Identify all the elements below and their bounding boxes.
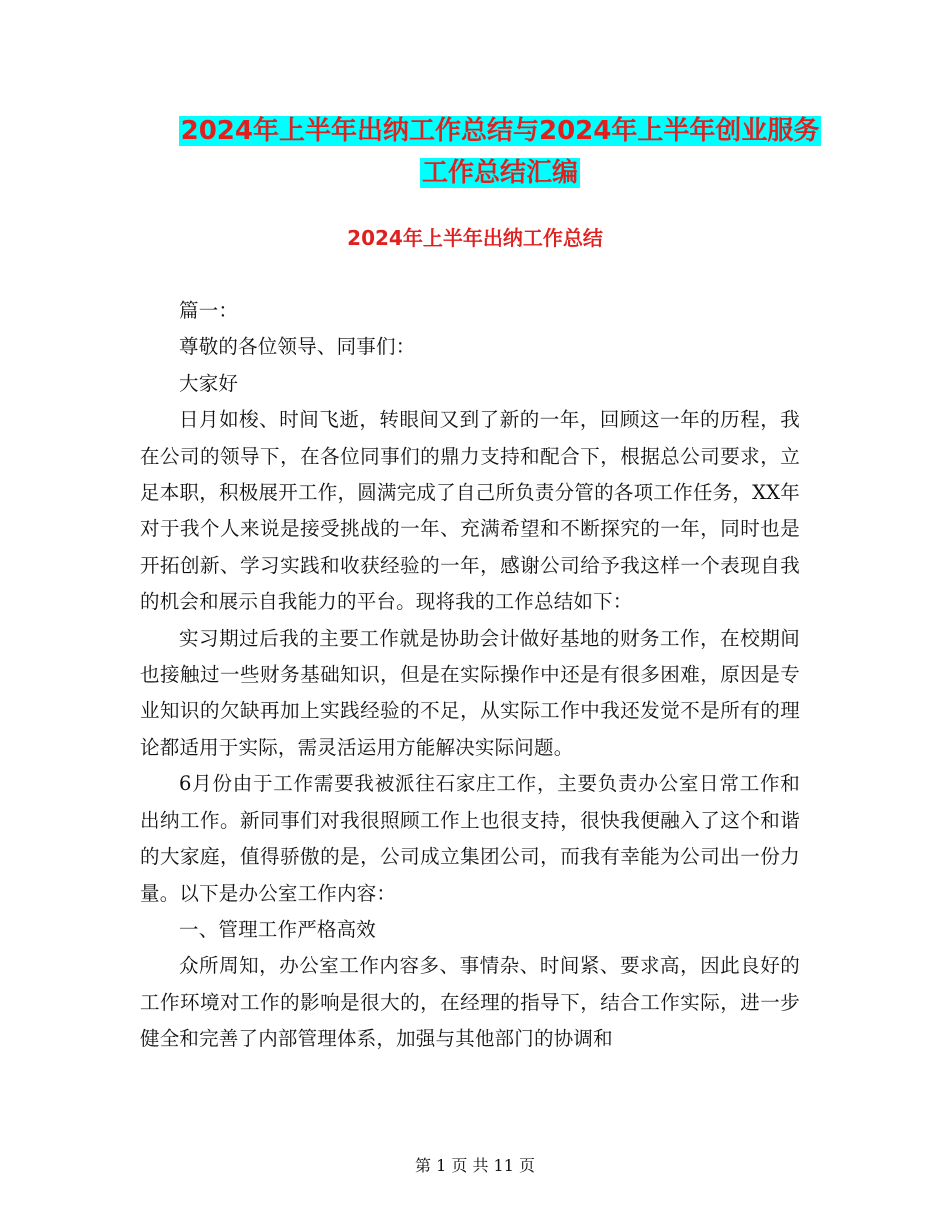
paragraph: 一、管理工作严格高效: [179, 917, 377, 941]
document-title-line-1: [120, 111, 880, 151]
section-title: 2024年上半年出纳工作总结: [347, 226, 603, 250]
title-highlight: 工作总结汇编: [421, 158, 578, 188]
paragraph: 大家好: [179, 371, 239, 395]
paragraph: 篇一：: [179, 299, 239, 322]
document-title-line-2: [120, 153, 880, 193]
paragraph: 6月份由于工作需要我被派往石家庄工作，主要负责办公室日常工作和出纳工作。新同事们对我很照顾工作上也很支持，很快我便融入了这个和谐的大家庭，值得骄傲的是，公司成立集团公司，而我有幸能为公司出一份力量。以下是办公室工作内容：: [140, 772, 800, 905]
document-body: [140, 293, 800, 1058]
title-highlight: 2024年上半年出纳工作总结与2024年上半年创业服务: [180, 116, 820, 146]
paragraph: 尊敬的各位领导、同事们：: [179, 335, 416, 359]
paragraph: 日月如梭、时间飞逝，转眼间又到了新的一年，回顾这一年的历程，我在公司的领导下，在各位同事们的鼎力支持和配合下，根据总公司要求，立足本职，积极展开工作，圆满完成了自己所负责分管的各项工作任务，XX年对于我个人来说是接受挑战的一年、充满希望和不断探究的一年，同时也是开拓创新、学习实践和收获经验的一年，感谢公司给予我这样一个表现自我的机会和展示自我能力的平台。现将我的工作总结如下：: [140, 408, 800, 614]
page-footer: 第 1 页 共 11 页: [415, 1156, 535, 1175]
paragraph: 实习期过后我的主要工作就是协助会计做好基地的财务工作，在校期间也接触过一些财务基础知识，但是在实际操作中还是有很多困难，原因是专业知识的欠缺再加上实践经验的不足，从实际工作中我还发觉不是所有的理论都适用于实际，需灵活运用方能解决实际问题。: [140, 626, 800, 759]
paragraph: 众所周知，办公室工作内容多、事情杂、时间紧、要求高，因此良好的工作环境对工作的影响是很大的，在经理的指导下，结合工作实际，进一步健全和完善了内部管理体系，加强与其他部门的协调和: [140, 954, 800, 1051]
